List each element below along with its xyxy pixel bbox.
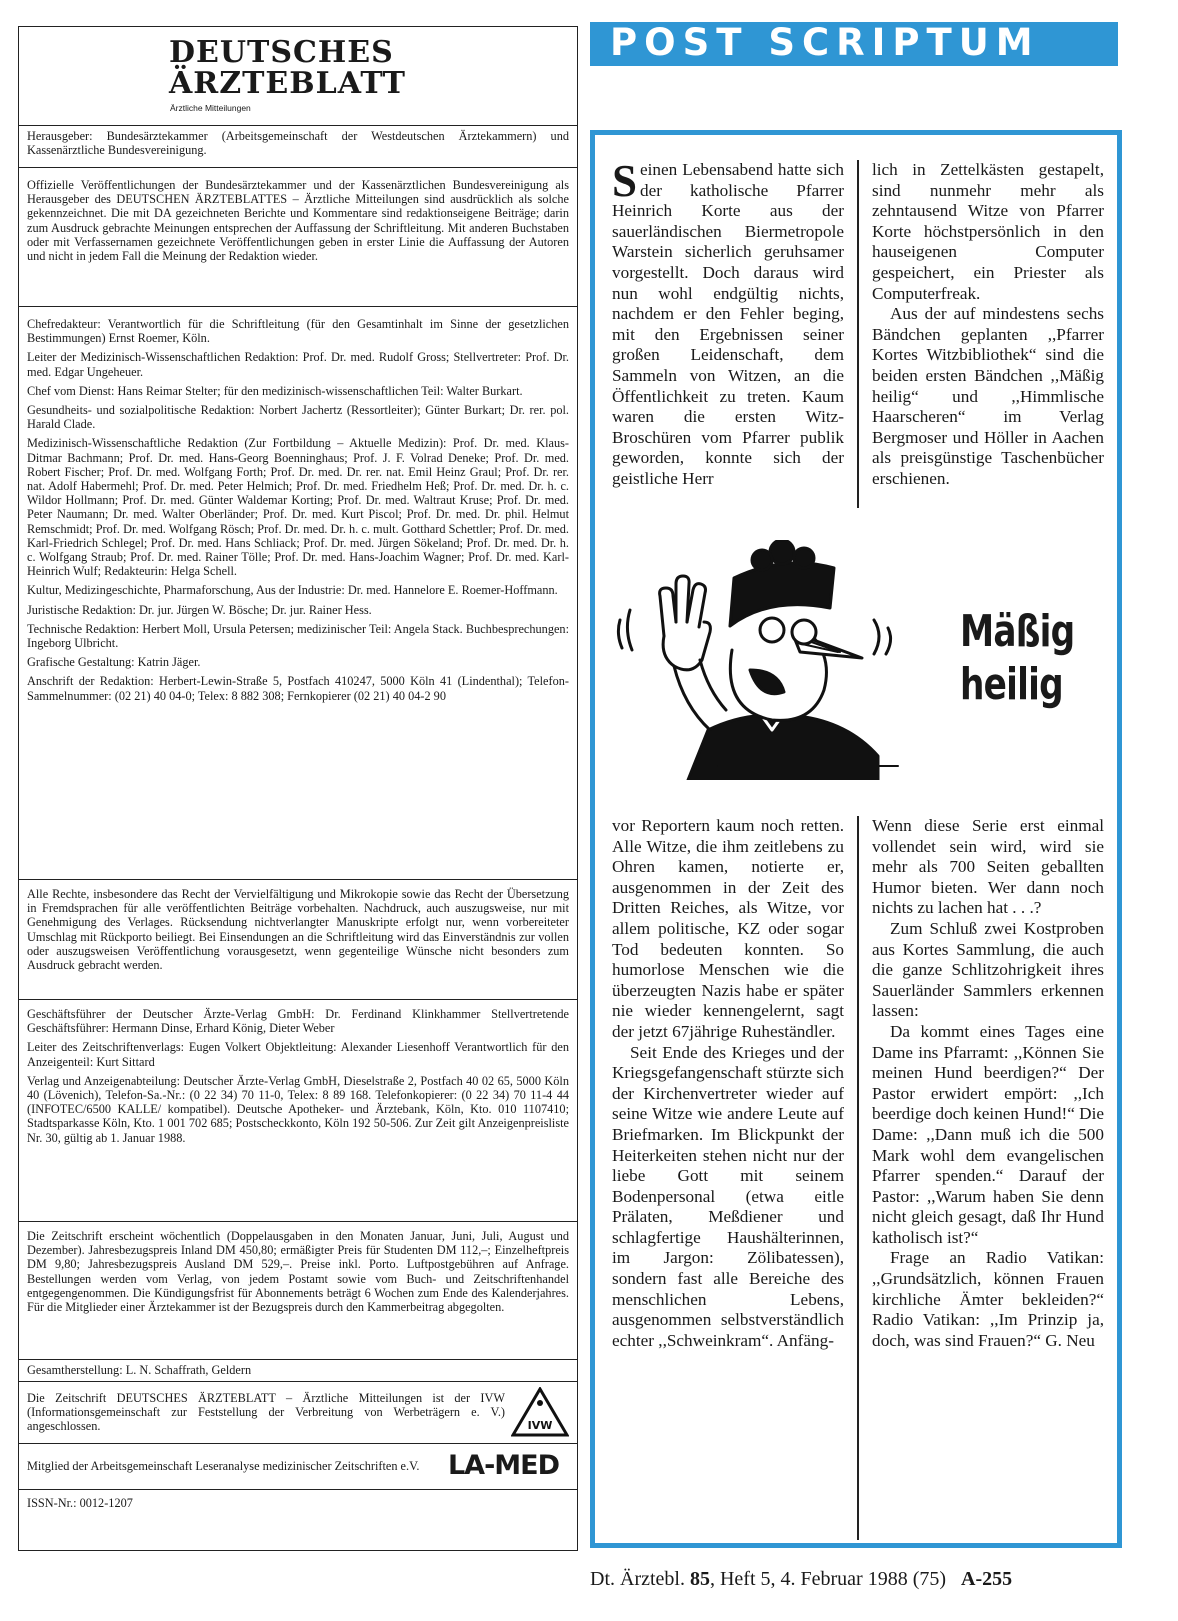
publisher-staff-box (19, 1000, 577, 1222)
editorial-para: Gesundheits- und sozialpolitische Redaktion: Norbert Jachertz (Ressortleiter); Günter Burkart; Dr. rer. pol. Harald Clade. (27, 403, 569, 432)
subscription-box (19, 1222, 577, 1360)
page-footer (590, 1568, 1150, 1591)
official-box (19, 168, 577, 307)
staff-para: Verlag und Anzeigenabteilung: Deutscher Ärzte-Verlag GmbH, Dieselstraße 2, Postfach 40 02 65, 5000 Köln 40 (Lövenich), Telefon-Sa.-Nr.: (0 22 34) 70 11-0, Telex: 8 89 168. Telefonkopierer: (0 22 34) 70 11-4 44 (INFOTEC/6500 KALLE/ kompatibel). Deutsche Apotheker- und Ärztebank, Köln, Kto. 010 1107410; Stadtsparkasse Köln, Kto. 1 001 702 685; Postscheckkonto, Köln 192 50-506. Zur Zeit gilt Anzeigenpreisliste Nr. 30, gültig ab 1. Januar 1988. (27, 1073, 569, 1145)
article-text: Seit Ende des Krieges und der Kriegsgefangenschaft stürzte sich der Kirchenvertreter wieder auf seine Witze wie andere Leute auf Briefmarken. Im Blickpunkt der Heiterkeiten stehen nicht nur der liebe Gott mit seinem Bodenpersonal (etwa eitle Prälaten, Meßdiener und schlagfertige Haushälterinnen, im Jargon: Zölibatessen), sondern fast alle Bereiche des menschlichen Lebens, ausgenommen selbstverständlich echter ,,Schweinkram“. Anfäng- (612, 1042, 844, 1350)
official-text: Offizielle Veröffentlichungen der Bundesärztekammer und der Kassenärztlichen Bundesvereinigung als Herausgeber des DEUTSCHEN ÄRZTEBLATTES – Ärztliche Mitteilungen sind ausdrücklich als solche gekennzeichnet. Die mit DA gezeichneten Berichte und Kommentare sind redaktionseigene Beiträge; darin zum Ausdruck gebrachte Meinungen entsprechen der Auffassung der Schriftleitung. Mit anderen Buchstaben oder mit Verfassernamen gezeichnete Veröffentlichungen geben in erster Linie die Auffassung der Autoren und nicht in jedem Fall die Meinung der Redaktion wieder. (27, 178, 569, 264)
ivw-logo-text: IVW (527, 1419, 553, 1432)
banner-title: POST SCRIPTUM (610, 21, 1040, 64)
printer-text: Gesamtherstellung: L. N. Schaffrath, Geldern (27, 1363, 252, 1377)
footer-journal: Dt. Ärztebl. (590, 1568, 685, 1590)
issn-text: ISSN-Nr.: 0012-1207 (27, 1496, 133, 1510)
ivw-box (19, 1382, 577, 1444)
editorial-para: Medizinisch-Wissenschaftliche Redaktion (Zur Fortbildung – Aktuelle Medizin): Prof. Dr. med. Klaus-Ditmar Bachmann; Prof. Dr. med. Hans-Georg Boenninghaus; Prof. J. F. Volrad Deneke; Prof. Dr. med. Robert Fischer; Prof. Dr. med. Wolfgang Forth; Prof. Dr. med. Dr. rer. nat. Emil Heinz Graul; Prof. Dr. rer. nat. Adolf Habermehl; Prof. Dr. med. Peter Helmich; Prof. Dr. med. Friedhelm Heß; Prof. Dr. med. Dr. h. c. Wildor Hollmann; Prof. Dr. med. Günter Waldemar Korting; Prof. Dr. med. Waltraut Kruse; Prof. Dr. med. Peter Naumann; Dr. med. Walter Oberländer; Prof. Dr. med. Kurt Piscol; Prof. Dr. med. Dr. phil. Helmut Remschmidt; Prof. Dr. med. Wolfgang Rösch; Prof. Dr. med. Dr. h. c. mult. Gotthard Schettler; Prof. Dr. med. Karl-Friedrich Schlegel; Prof. Dr. med. Hans Schliack; Prof. Dr. med. Jürgen Sökeland; Prof. Dr. med. Dr. h. c. Wolfgang Straub; Prof. Dr. med. Rainer Tölle; Prof. Dr. med. Hans-Joachim Wagner; Prof. Dr. med. Karl-Heinrich Wulf; Redakteurin: Helga Schell. (27, 436, 569, 579)
masthead (19, 27, 577, 126)
article-text: vor Reportern kaum noch retten. Alle Witze, die ihm zeitlebens zu Ohren kamen, notierte er, ausgenommen in der Zeit des Dritten Reiches, als Witze, vor allem politische, KZ oder sogar Tod bedeuten konnten. So humorlose Menschen wie die überzeugten Nazis habe er später nie wieder kennengelernt, sagt der jetzt 67jährige Ruheständler. (612, 816, 844, 1041)
masthead-line1: DEUTSCHES (169, 35, 394, 70)
ivw-logo-icon (511, 1387, 569, 1437)
article-title (960, 605, 1074, 711)
footer-volume: 85 (689, 1568, 710, 1590)
lamed-text: Mitglied der Arbeitsgemeinschaft Leseranalyse medizinischer Zeitschriften e.V. (27, 1458, 420, 1473)
article-col1-bottom (612, 816, 844, 1351)
publisher-box (19, 126, 577, 168)
masthead-line2: ÄRZTEBLATT (169, 66, 406, 101)
dropcap: S (612, 156, 638, 206)
article-col2-bottom (872, 816, 1104, 1351)
impressum-box (18, 26, 578, 1551)
rights-text: Alle Rechte, insbesondere das Recht der Vervielfältigung und Mikrokopie sowie das Recht der Übersetzung in Fremdsprachen für alle veröffentlichten Beiträge vorbehalten. Nachdruck, auch auszugsweise, nur mit Genehmigung des Verlages. Rücksendung nichtverlangter Manuskripte erfolgt nur, wenn vorbereiteter Umschlag mit Rückporto beiliegt. Bei Einsendungen an die Schriftleitung wird das Einverständnis zur vollen oder auszugsweisen Veröffentlichung vorausgesetzt, wenn gegenteilige Wünsche nicht besonders zum Ausdruck gebracht werden. (27, 887, 569, 973)
lamed-box (19, 1444, 577, 1490)
column-divider (857, 160, 859, 508)
footer-page: A-255 (961, 1568, 1013, 1590)
article-text: Frage an Radio Vatikan: ,,Grundsätzlich, können Frauen kirchliche Ämter bekleiden?“ Radio Vatikan: ,,Im Prinzip ja, doch, was sind Frauen?“ G. Neu (872, 1248, 1104, 1350)
title-line: heilig (960, 659, 1063, 710)
masthead-subtitle: Ärztliche Mitteilungen (170, 103, 251, 113)
article-text: einen Lebensabend hatte sich der katholische Pfarrer Heinrich Korte aus der sauerländischen Biermetropole Warstein sicherlich geruhsamer vorgestellt. Doch daraus wird nun wohl endgültig nichts, nachdem er den Fehler beging, mit den Ergebnissen seiner großen Leidenschaft, dem Sammeln von Witzen, an die Öffentlichkeit zu treten. Kaum waren die ersten Witz-Broschüren vom Pfarrer publik geworden, konnte sich der geistliche Herr (612, 160, 844, 488)
column-divider (857, 816, 859, 1540)
article-text: lich in Zettelkästen gestapelt, sind nunmehr mehr als zehntausend Witze von Pfarrer Korte höchstpersönlich in den hauseigenen Computer gespeichert, ein Priester als Computerfreak. (872, 160, 1104, 303)
editorial-para: Chefredakteur: Verantwortlich für die Schriftleitung (für den Gesamtinhalt im Sinne der gesetzlichen Bestimmungen) Ernst Roemer, Köln. (27, 317, 569, 346)
staff-para: Leiter des Zeitschriftenverlags: Eugen Volkert Objektleitung: Alexander Liesenhoff Verantwortlich für den Anzeigenteil: Kurt Sittard (27, 1040, 569, 1069)
publisher-text: Herausgeber: Bundesärztekammer (Arbeitsgemeinschaft der Westdeutschen Ärztekammern) und Kassenärztliche Bundesvereinigung. (27, 129, 569, 158)
priest-cartoon-icon (612, 540, 912, 780)
editorial-para: Juristische Redaktion: Dr. jur. Jürgen W. Bösche; Dr. jur. Rainer Hess. (27, 602, 372, 617)
article-col1-top (612, 156, 844, 490)
editorial-para: Leiter der Medizinisch-Wissenschaftlichen Redaktion: Prof. Dr. med. Rudolf Gross; Stellvertreter: Prof. Dr. med. Edgar Ungeheuer. (27, 350, 569, 379)
subscription-text: Die Zeitschrift erscheint wöchentlich (Doppelausgaben in den Monaten Januar, Juni, Juli, August und Dezember). Jahresbezugspreis Inland DM 450,80; ermäßigter Preis für Studenten DM 112,–; Einzelheftpreis DM 9,80; Jahresbezugspreis Ausland DM 529,–. Preise inkl. Porto. Luftpostgebühren auf Anfrage. Bestellungen werden vom Verlag, von jedem Postamt sowie vom Buch- und Zeitschriftenhandel entgegengenommen. Die Kündigungsfrist für Abonnements beträgt 6 Wochen zum Ende des Kalenderjahres. Für die Mitglieder einer Ärztekammer ist der Bezugspreis durch den Kammerbeitrag abgegolten. (27, 1229, 569, 1315)
editorial-para: Technische Redaktion: Herbert Moll, Ursula Petersen; medizinischer Teil: Angela Stack. Buchbesprechungen: Ingeborg Ulbricht. (27, 621, 569, 651)
editorial-box (19, 307, 577, 880)
footer-issue: , Heft 5, 4. Februar 1988 (75) (709, 1568, 947, 1590)
article-text: Da kommt eines Tages eine Dame ins Pfarramt: ,,Können Sie meinen Hund beerdigen?“ Der Pastor erwidert empört: ,,Ich beerdige doch keinen Hund!“ Die Dame: ,,Dann muß ich die 500 Mark wohl dem evangelischen Pfarrer spenden.“ Darauf der Pastor: ,,Warum haben Sie denn nicht gleich gesagt, daß Ihr Hund katholisch ist?“ (872, 1021, 1104, 1247)
article-col2-top (872, 160, 1104, 490)
issn-box (19, 1490, 577, 1520)
editorial-para: Grafische Gestaltung: Katrin Jäger. (27, 655, 201, 670)
article-text: Aus der auf mindestens sechs Bändchen geplanten ,,Pfarrer Kortes Witzbibliothek“ sind die beiden ersten Bändchen ,,Mäßig heilig“ und ,,Himmlische Haarscheren“ im Verlag Bergmoser und Höller in Aachen als preisgünstige Taschenbücher erschienen. (872, 304, 1104, 488)
editorial-para: Chef vom Dienst: Hans Reimar Stelter; für den medizinisch-wissenschaftlichen Teil: Walter Burkart. (27, 383, 523, 398)
lamed-logo-icon: LA-MED (447, 1449, 559, 1481)
printer-box (19, 1360, 577, 1382)
editorial-para: Anschrift der Redaktion: Herbert-Lewin-Straße 5, Postfach 410247, 5000 Köln 41 (Lindenthal); Telefon-Sammelnummer: (02 21) 40 04-0; Telex: 8 882 308; Fernkopierer (02 21) 40 04-2 90 (27, 674, 569, 703)
editorial-para: Kultur, Medizingeschichte, Pharmaforschung, Aus der Industrie: Dr. med. Hannelore E. Roemer-Hoffmann. (27, 583, 558, 598)
article-text: Wenn diese Serie erst einmal vollendet sein wird, wird sie mehr als 700 Seiten geballten Humor bieten. Wer dann noch nichts zu lachen hat . . .? (872, 816, 1104, 918)
ivw-text: Die Zeitschrift DEUTSCHES ÄRZTEBLATT – Ärztliche Mitteilungen ist der IVW (Informationsgemeinschaft zur Feststellung der Verbreitung von Werbeträgern e. V.) angeschlossen. (27, 1390, 505, 1434)
rights-box (19, 880, 577, 1000)
article-text: Zum Schluß zwei Kostproben aus Kortes Sammlung, die auch die ganze Schlitzohrigkeit ihres Sauerländer Sammlers erkennen lassen: (872, 918, 1104, 1021)
staff-para: Geschäftsführer der Deutscher Ärzte-Verlag GmbH: Dr. Ferdinand Klinkhammer Stellvertretende Geschäftsführer: Hermann Dinse, Erhard König, Dieter Weber (27, 1007, 569, 1036)
title-line: Mäßig (960, 606, 1075, 657)
